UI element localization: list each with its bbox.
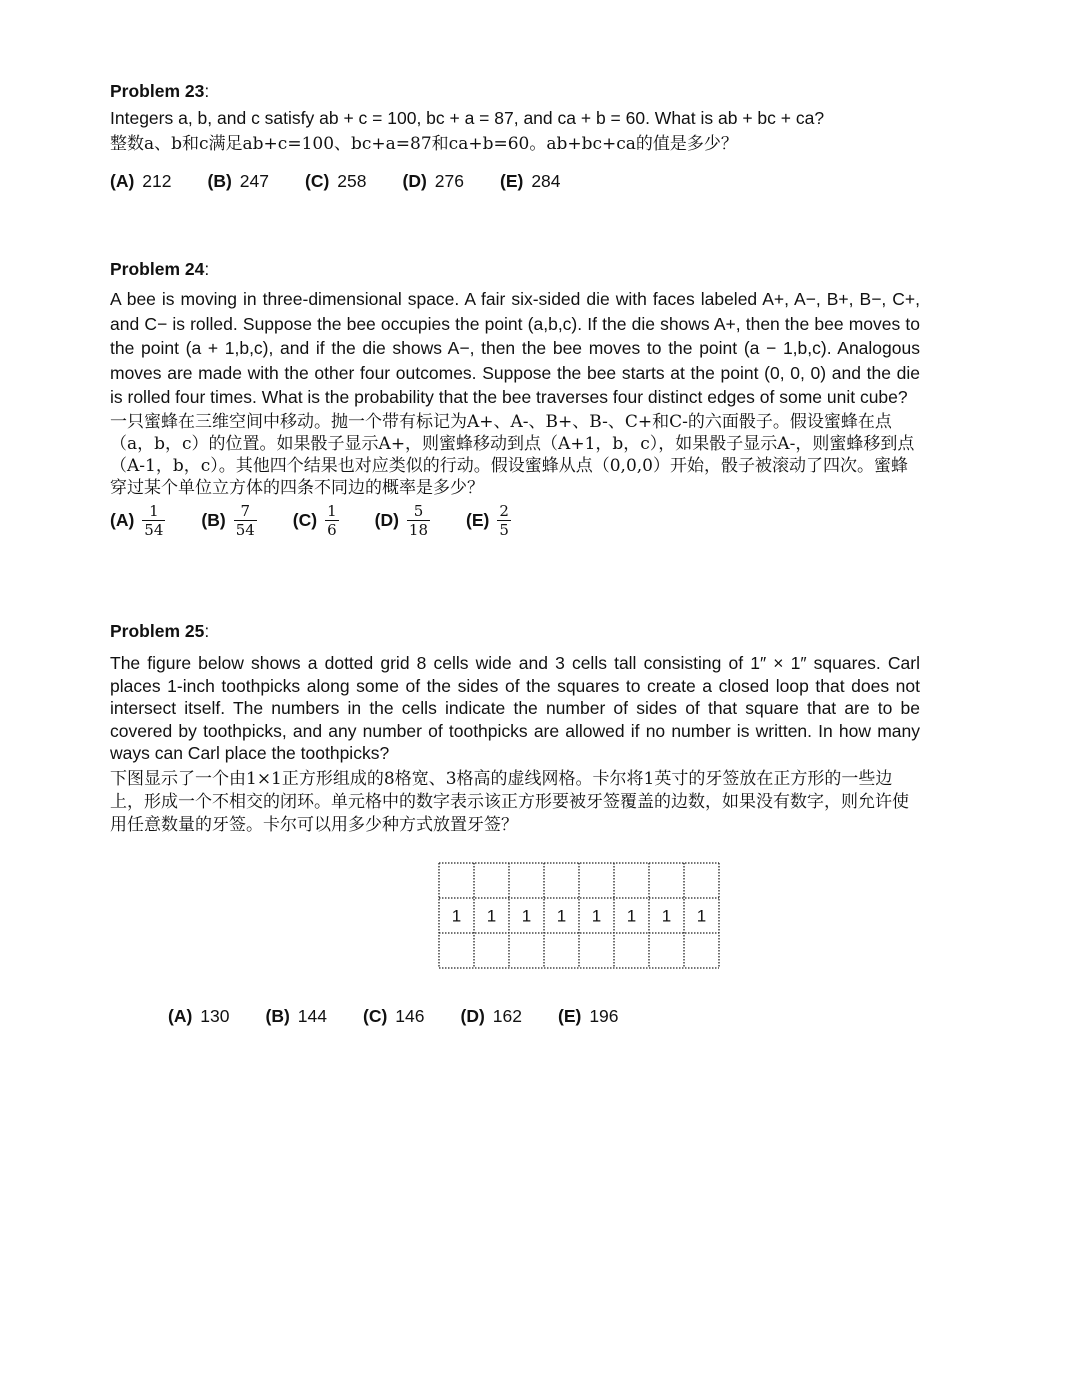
problem-title: Problem 25: (110, 621, 210, 641)
problem-text-english: A bee is moving in three-dimensional space. A fair six-sided die with faces labeled A+, A−, B+, B−, C+, and C− is rolled. Suppose the bee occupies the point (a,b,c). If the die shows A+, then the bee moves to the point (a + 1,b,c), and if the die shows A−, then the bee moves to the point (a − 1,b,c). Analogous moves are made with the other four outcomes. Suppose the bee starts at the point (0, 0, 0) and the die is rolled four times. What is the probability that the bee traverses four distinct edges of some unit cube? (110, 289, 920, 407)
problem-text-english: The figure below shows a dotted grid 8 cells wide and 3 cells tall consisting of 1″ × 1″ squares. Carl places 1-inch toothpicks along some of the sides of the squares to create a closed loop that does not intersect itself. The numbers in the cells indicate the number of sides of that square that are to be covered by toothpicks, and any number of toothpicks are allowed if no number is written. In how many ways can Carl place the toothpicks? (110, 653, 920, 763)
grid-cell-number: 1 (626, 906, 637, 926)
choice-d: (D) 276 (402, 170, 464, 191)
fraction: $\frac{5}{18}$ (408, 501, 429, 539)
fraction: $\frac{2}{5}$ (499, 501, 509, 539)
problem-24 (110, 257, 920, 539)
problem-23 (110, 79, 920, 192)
grid-cell-number: 1 (591, 906, 602, 926)
grid-cell-number: 1 (696, 906, 707, 926)
choice-e: (E) $\frac{2}{5}$ (466, 501, 509, 539)
problem-text-chinese: 一只蜜蜂在三维空间中移动。抛一个带有标记为A+、A-、B+、B-、C+和C-的六面骰子。假设蜜蜂在点（a，b，c）的位置。如果骰子显示A+，则蜜蜂移动到点（A+1，b，c），如果骰子显示A-，则蜜蜂移到点（A-1，b，c）。其他四个结果也对应类似的行动。假设蜜蜂从点（0,0,0）开始，骰子被滚动了四次。蜜蜂穿过某个单位立方体的四条不同边的概率是多少？ (110, 411, 915, 498)
choice-c: (C) 258 (305, 170, 367, 191)
choice-d: (D) $\frac{5}{18}$ (374, 501, 429, 539)
grid-cell-number: 1 (486, 906, 497, 926)
choice-b: (B) 247 (207, 170, 269, 191)
fraction: $\frac{7}{54}$ (235, 501, 255, 539)
answer-choices (110, 503, 920, 539)
answer-choices (110, 171, 920, 192)
answer-choices (168, 1006, 868, 1027)
fraction: $\frac{1}{54}$ (144, 501, 164, 539)
choice-c: (C) 146 (363, 1006, 425, 1026)
choice-e: (E) 196 (558, 1006, 619, 1026)
problem-text-chinese: 整数a、b和c满足ab+c=100、bc+a=87和ca+b=60。ab+bc+ca的值是多少？ (110, 133, 738, 154)
choice-e: (E) 284 (500, 170, 561, 191)
problem-title: Problem 23: (110, 81, 210, 101)
dotted-grid (437, 861, 721, 971)
choice-d: (D) 162 (460, 1006, 522, 1026)
problem-text-english: Integers a, b, and c satisfy ab + c = 100, bc + a = 87, and ca + b = 60. What is ab + bc + ca? (110, 108, 825, 128)
problem-25 (110, 619, 920, 837)
choice-a: (A) $\frac{1}{54}$ (110, 501, 164, 539)
problem-text-chinese: 下图显示了一个由1×1正方形组成的8格宽、3格高的虚线网格。卡尔将1英寸的牙签放在正方形的一些边上，形成一个不相交的闭环。单元格中的数字表示该正方形要被牙签覆盖的边数，如果没有数字，则允许使用任意数量的牙签。卡尔可以用多少种方式放置牙签？ (110, 768, 909, 835)
dotted-grid-figure (437, 861, 721, 976)
choice-c: (C) $\frac{1}{6}$ (292, 501, 337, 539)
grid-cell-number: 1 (451, 906, 462, 926)
grid-cell-number: 1 (556, 906, 567, 926)
choice-a: (A) 212 (110, 170, 172, 191)
choice-b: (B) 144 (265, 1006, 327, 1026)
problem-title: Problem 24: (110, 259, 210, 279)
problem-25-choices (168, 1006, 868, 1027)
fraction: $\frac{1}{6}$ (327, 501, 337, 539)
grid-cell-number: 1 (521, 906, 532, 926)
grid-cell-number: 1 (661, 906, 672, 926)
choice-b: (B) $\frac{7}{54}$ (201, 501, 255, 539)
choice-a: (A) 130 (168, 1006, 230, 1026)
